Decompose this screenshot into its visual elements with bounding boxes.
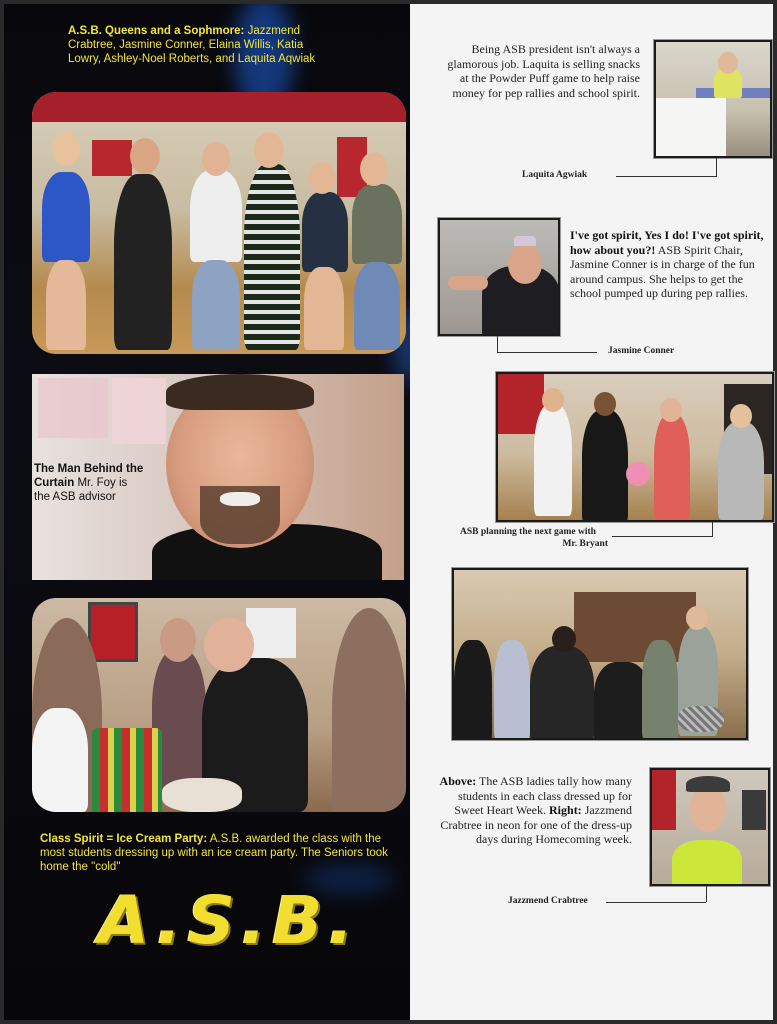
tiara xyxy=(514,236,536,246)
advisor-caption-body: Mr. Foy is the ASB advisor xyxy=(34,477,128,503)
queens-caption-title: A.S.B. Queens and a Sophmore: xyxy=(68,25,245,37)
tally-text-body: The ASB ladies tally how many students in each class dressed up for Sweet Heart Week. xyxy=(454,774,632,817)
snack-table xyxy=(162,778,242,812)
neon-text-body: Jazzmend Crabtree in neon for one of the dress-up days during Homecoming week. xyxy=(440,803,632,846)
caption-line xyxy=(612,536,712,537)
asb-logo-text: A.S.B. xyxy=(98,882,360,959)
sign xyxy=(656,98,726,158)
party-caption xyxy=(40,832,396,874)
spirit-text xyxy=(570,228,774,301)
planning-caption-line1: ASB planning the next game with xyxy=(460,527,596,537)
jasmine-photo xyxy=(438,218,560,336)
spirit-text-body: ASB Spirit Chair, Jasmine Conner is in charge of the fun around campus. She helps to get the school pumped up during pep rallies. xyxy=(570,242,755,300)
jazzmend-photo xyxy=(650,768,770,886)
yearbook-page xyxy=(4,4,773,1020)
hat xyxy=(686,776,730,792)
tally-text-lead-right: Right: xyxy=(549,803,582,817)
planning-caption xyxy=(448,526,608,550)
laquita-caption: Laquita Agwiak xyxy=(522,170,588,180)
advisor-caption xyxy=(34,462,144,504)
tally-text xyxy=(434,774,632,847)
advisor-photo xyxy=(32,374,404,580)
hair xyxy=(166,374,314,410)
poster xyxy=(112,378,166,444)
caption-line xyxy=(616,176,716,177)
queens-group-photo xyxy=(32,92,406,354)
tally-photo xyxy=(452,568,748,740)
jazzmend-caption: Jazzmend Crabtree xyxy=(508,896,588,906)
poster xyxy=(38,378,108,438)
soda-bottles xyxy=(92,728,162,812)
bookshelf xyxy=(574,592,654,662)
laquita-photo xyxy=(654,40,772,158)
advisor-caption-title: The Man Behind the Curtain xyxy=(34,463,144,489)
tally-text-lead-above: Above: xyxy=(439,774,477,788)
ice-cream-party-photo xyxy=(32,598,406,812)
spirit-text-lead: I've got spirit, Yes I do! I've got spirit, how about you?! xyxy=(570,228,764,257)
planning-photo xyxy=(496,372,774,522)
party-caption-body: A.S.B. awarded the class with the most students dressing up with an ice cream party. The Seniors took home the "cold" xyxy=(40,833,388,873)
queens-caption xyxy=(68,24,328,66)
party-caption-title: Class Spirit = Ice Cream Party: xyxy=(40,833,208,845)
planning-caption-line2: Mr. Bryant xyxy=(562,539,608,549)
queens-caption-body: Jazzmend Crabtree, Jasmine Conner, Elaina Willis, Katia Lowry, Ashley-Noel Roberts, and Laquita Aqwiak xyxy=(68,25,316,65)
wall-poster xyxy=(88,602,138,662)
caption-line xyxy=(706,886,707,902)
balloon xyxy=(626,462,650,486)
right-white-panel xyxy=(410,4,773,1020)
caption-line xyxy=(497,336,498,352)
left-dark-panel xyxy=(4,4,410,1020)
jasmine-caption: Jasmine Conner xyxy=(608,346,675,356)
gym-banner xyxy=(32,92,406,122)
president-text: Being ASB president isn't always a glamorous job. Laquita is selling snacks at the Powder Puff game to help raise money for pep rallies and school spirit. xyxy=(447,42,640,100)
